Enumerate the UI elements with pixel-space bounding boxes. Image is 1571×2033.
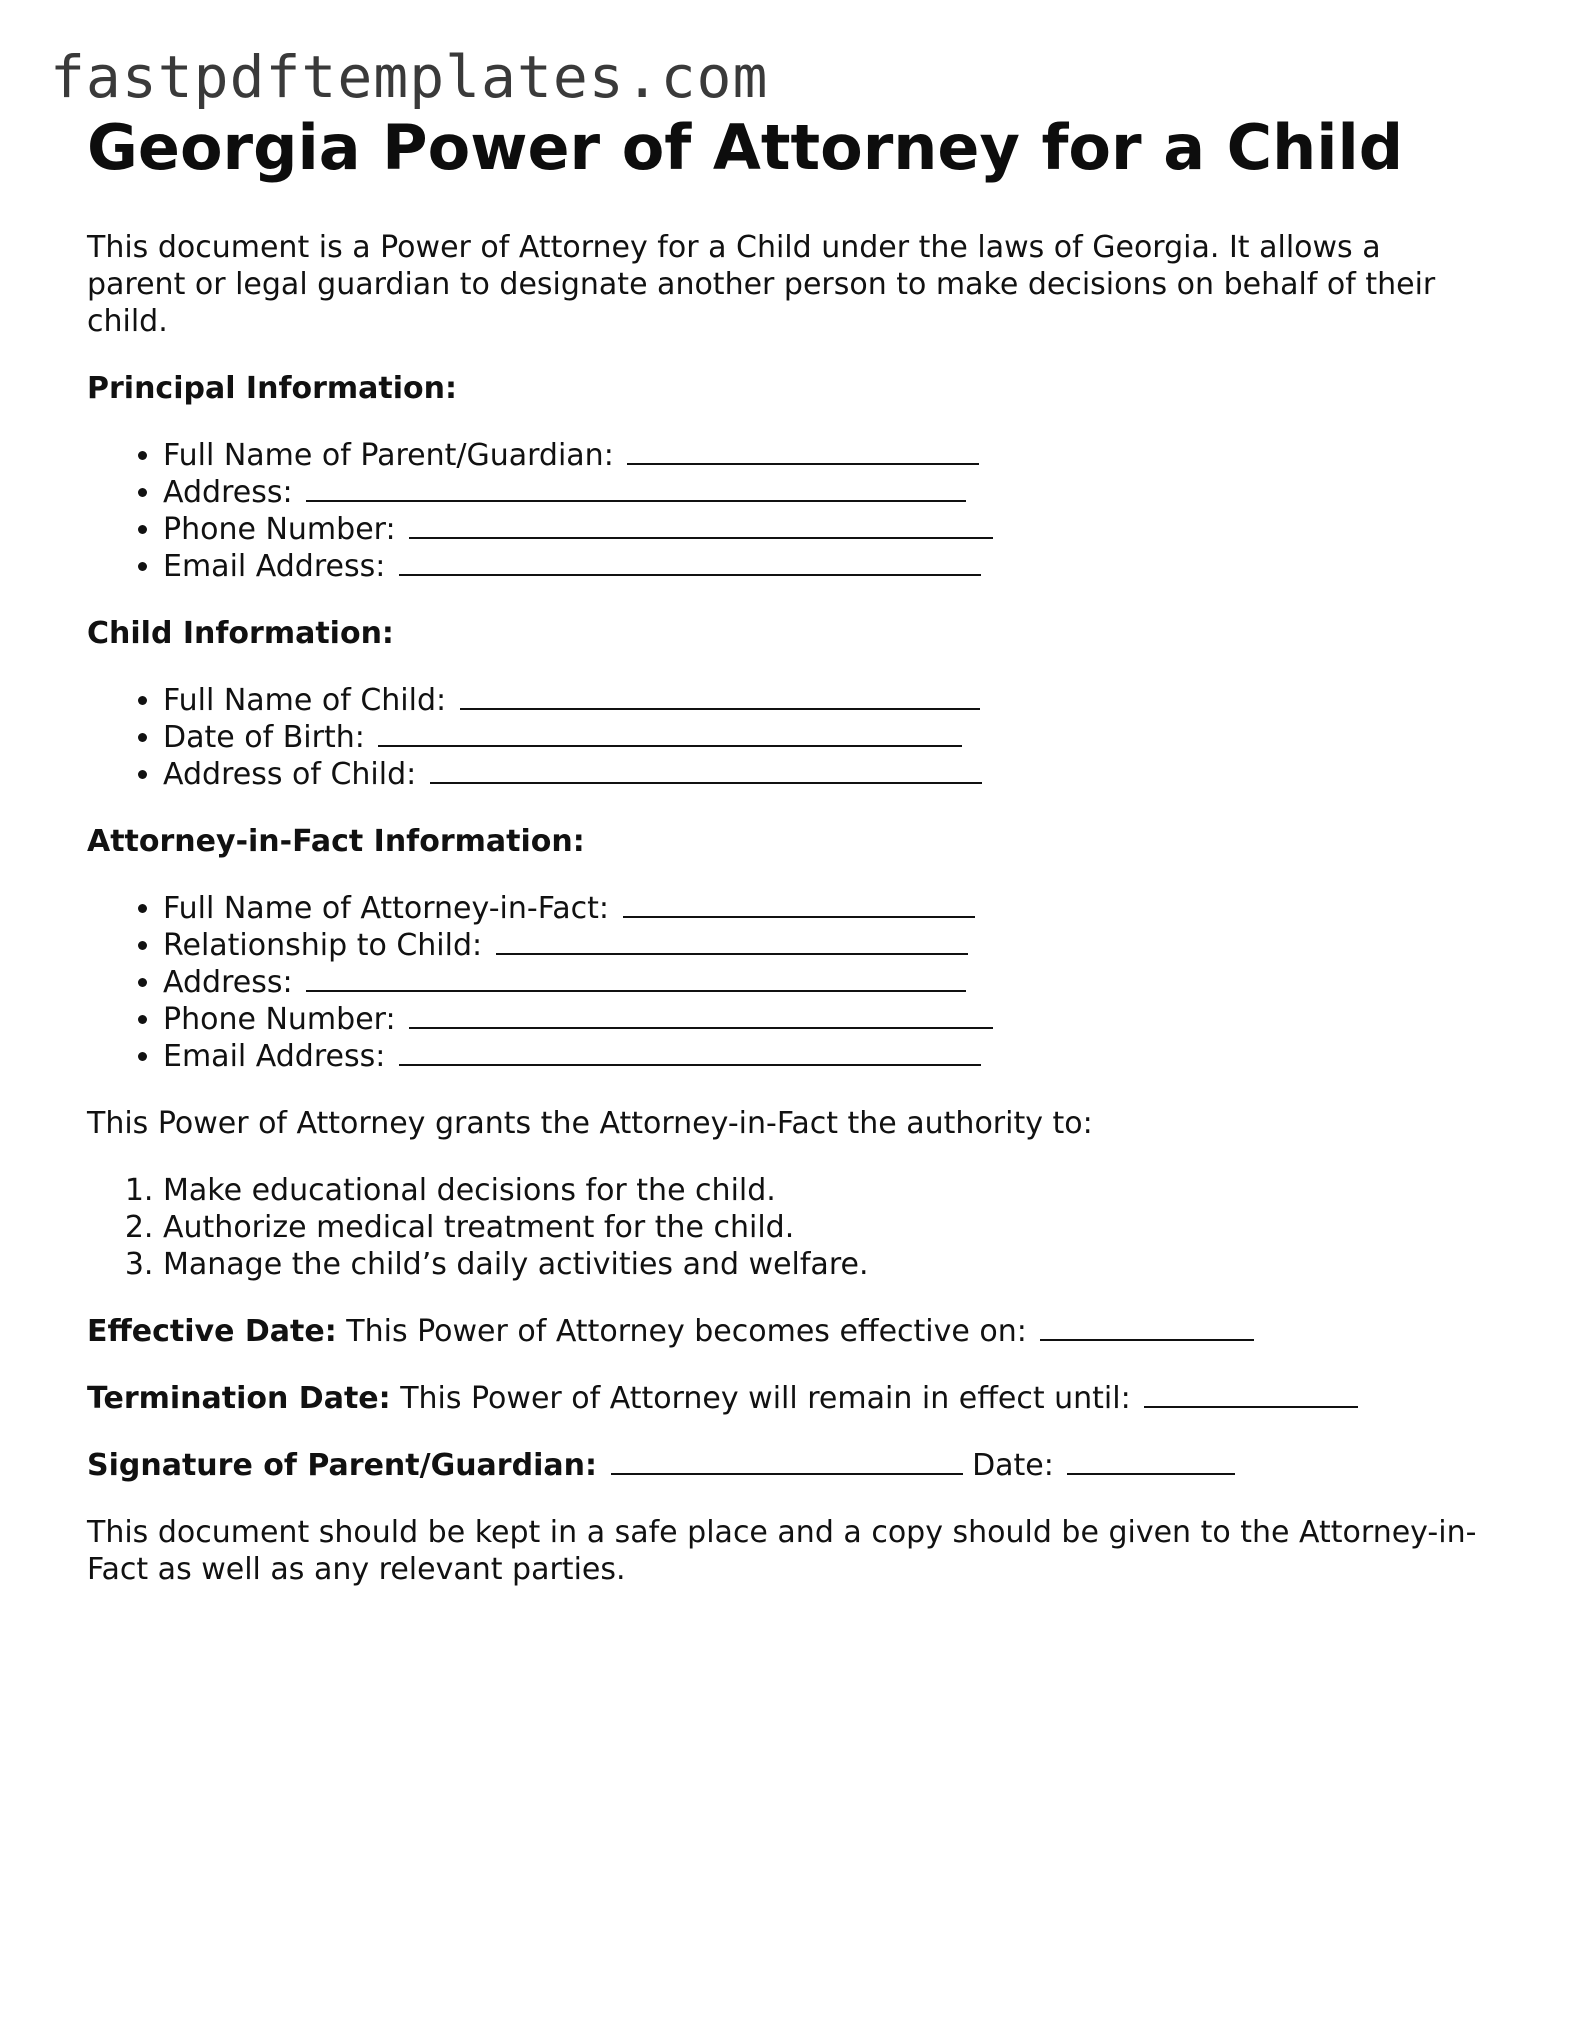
signature-line xyxy=(87,1447,1487,1484)
signature-blank[interactable] xyxy=(611,1447,963,1475)
field-label: Address: xyxy=(163,965,293,1000)
effective-date-label: Effective Date: xyxy=(87,1314,337,1349)
field-attorney-phone xyxy=(163,1001,1487,1038)
signature-date-blank[interactable] xyxy=(1067,1447,1235,1475)
signature-label: Signature of Parent/Guardian: xyxy=(87,1448,597,1483)
principal-heading: Principal Information: xyxy=(87,371,458,406)
field-label: Address of Child: xyxy=(163,757,417,792)
termination-date-line xyxy=(87,1380,1487,1417)
termination-date-label: Termination Date: xyxy=(87,1381,391,1416)
attorney-address-blank[interactable] xyxy=(306,964,966,992)
field-label: Full Name of Child: xyxy=(163,683,447,718)
attorney-name-blank[interactable] xyxy=(623,890,975,918)
field-parent-name xyxy=(163,437,1487,474)
effective-date-text: This Power of Attorney becomes effective on: xyxy=(346,1314,1027,1349)
parent-address-blank[interactable] xyxy=(306,474,966,502)
field-label: Full Name of Attorney-in-Fact: xyxy=(163,891,609,926)
field-label: Address: xyxy=(163,475,293,510)
field-attorney-name xyxy=(163,890,1487,927)
field-child-name xyxy=(163,682,1487,719)
child-name-blank[interactable] xyxy=(460,682,980,710)
attorney-phone-blank[interactable] xyxy=(409,1001,993,1029)
field-child-dob xyxy=(163,719,1487,756)
document-page xyxy=(87,110,1487,1588)
power-item: 1. Make educational decisions for the child. xyxy=(163,1172,1487,1209)
intro-paragraph: This document is a Power of Attorney for a Child under the laws of Georgia. It allows a parent or legal guardian to designate another person to make decisions on behalf of their child. xyxy=(87,230,1436,339)
attorney-email-blank[interactable] xyxy=(399,1038,981,1066)
power-item: 2. Authorize medical treatment for the child. xyxy=(163,1209,1487,1246)
effective-date-line xyxy=(87,1313,1487,1350)
field-attorney-email xyxy=(163,1038,1487,1075)
field-label: Email Address: xyxy=(163,549,386,584)
principal-fields xyxy=(87,437,1487,585)
closing-paragraph: This document should be kept in a safe place and a copy should be given to the Attorney-in-Fact as well as any relevant parties. xyxy=(87,1515,1477,1587)
document-title: Georgia Power of Attorney for a Child xyxy=(87,111,1404,184)
field-parent-address xyxy=(163,474,1487,511)
attorney-heading: Attorney-in-Fact Information: xyxy=(87,824,585,859)
field-label: Relationship to Child: xyxy=(163,928,483,963)
child-heading: Child Information: xyxy=(87,616,394,651)
attorney-relationship-blank[interactable] xyxy=(496,927,968,955)
power-item: 3. Manage the child’s daily activities and welfare. xyxy=(163,1246,1487,1283)
field-label: Email Address: xyxy=(163,1039,386,1074)
powers-list xyxy=(87,1172,1487,1283)
termination-date-blank[interactable] xyxy=(1144,1380,1358,1408)
watermark: fastpdftemplates.com xyxy=(50,43,769,111)
field-attorney-address xyxy=(163,964,1487,1001)
field-label: Full Name of Parent/Guardian: xyxy=(163,438,614,473)
field-parent-email xyxy=(163,548,1487,585)
effective-date-blank[interactable] xyxy=(1040,1313,1254,1341)
parent-phone-blank[interactable] xyxy=(409,511,993,539)
field-parent-phone xyxy=(163,511,1487,548)
field-attorney-relationship xyxy=(163,927,1487,964)
signature-date-label: Date: xyxy=(972,1448,1054,1483)
field-label: Phone Number: xyxy=(163,1002,396,1037)
parent-email-blank[interactable] xyxy=(399,548,981,576)
attorney-fields xyxy=(87,890,1487,1075)
parent-name-blank[interactable] xyxy=(627,437,979,465)
termination-date-text: This Power of Attorney will remain in effect until: xyxy=(400,1381,1131,1416)
field-label: Date of Birth: xyxy=(163,720,365,755)
field-label: Phone Number: xyxy=(163,512,396,547)
child-fields xyxy=(87,682,1487,793)
field-child-address xyxy=(163,756,1487,793)
child-address-blank[interactable] xyxy=(430,756,982,784)
authority-intro: This Power of Attorney grants the Attorney-in-Fact the authority to: xyxy=(87,1106,1093,1141)
child-dob-blank[interactable] xyxy=(378,719,962,747)
